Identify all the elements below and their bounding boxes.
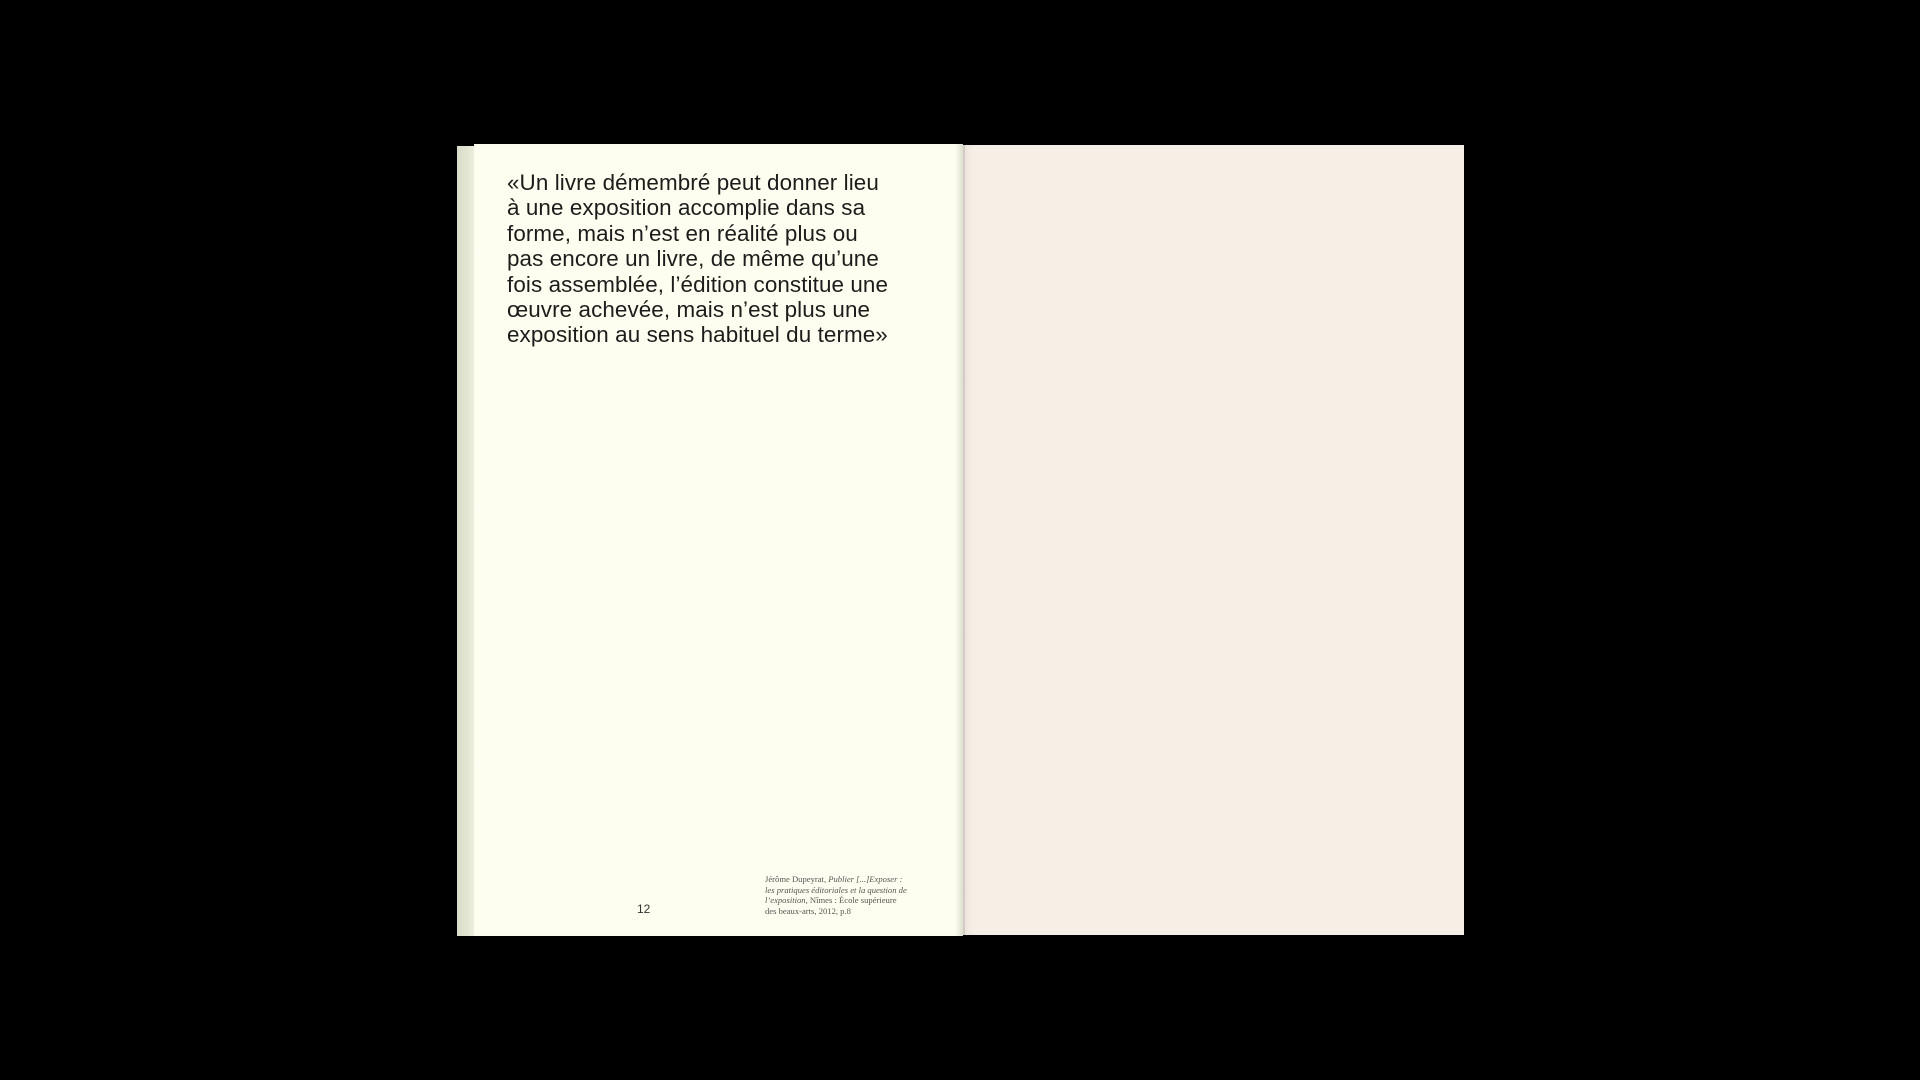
citation-publisher-2: des beaux-arts, 2012, p.8 <box>765 905 851 916</box>
citation-title-2: les pratiques éditoriales et la question de <box>765 884 907 895</box>
quote-line: exposition au sens habituel du terme» <box>507 322 888 348</box>
citation-line-2 <box>765 885 925 896</box>
quote-text <box>507 170 947 348</box>
quote-line: «Un livre démembré peut donner lieu <box>507 170 879 195</box>
citation-title-3: l’exposition, <box>765 895 808 906</box>
quote-line: forme, mais n’est en réalité plus ou <box>507 220 858 246</box>
citation-publisher-1: Nîmes : École supérieure <box>809 895 897 906</box>
gutter-shadow <box>955 144 965 936</box>
quote-line: à une exposition accomplie dans sa <box>507 195 866 221</box>
citation-line-1 <box>765 874 925 885</box>
citation-line-3 <box>765 895 925 906</box>
quote-line: fois assemblée, l’édition constitue une <box>507 271 889 297</box>
page-number: 12 <box>637 902 651 916</box>
right-page <box>963 145 1464 935</box>
quote-line: pas encore un livre, de même qu’une <box>507 246 879 272</box>
quote-line: œuvre achevée, mais n’est plus une <box>507 297 871 323</box>
citation-author: Jérôme Dupeyrat, <box>765 874 827 884</box>
citation-title-1: Publier [...]Exposer : <box>828 874 903 884</box>
citation-footnote <box>765 874 925 916</box>
